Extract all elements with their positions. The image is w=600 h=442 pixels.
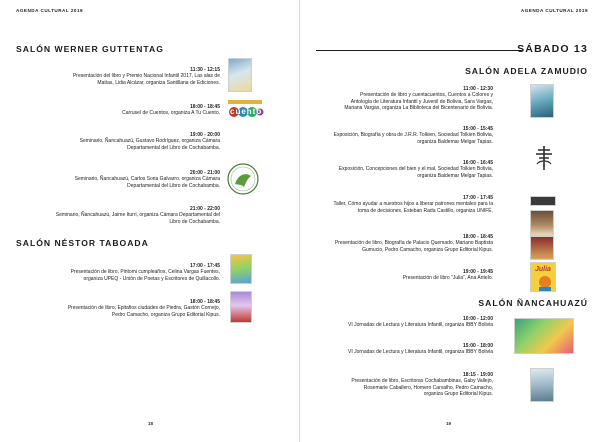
event-description: VI Jornadas de Lectura y Literatura Infantil, organiza IBBY Bolivia	[348, 349, 493, 356]
event-item	[15, 263, 220, 282]
event-description: Presentación de libro y cuentacuentos, Cuentos a Colores y	[360, 92, 493, 99]
event-description: Seminario, Ñancahuazú, Carlos Soria Galvarro, organiza Cámara	[74, 176, 220, 183]
event-item	[303, 86, 493, 111]
event-time: 19:00 - 19:45	[462, 269, 493, 275]
logo-wordmark: cuento	[230, 107, 263, 116]
event-time: 15:00 - 15:45	[462, 126, 493, 132]
event-description: Matías, Lidia Alcázar, organiza Santillana de Ediciones.	[97, 79, 220, 86]
event-time: 15:00 - 18:00	[462, 343, 493, 349]
event-time: 19:00 - 20:00	[189, 132, 220, 138]
event-description: Carrusel de Cuentos, organiza A Tu Cuento.	[122, 110, 220, 117]
event-description: Departamental del Libro de Cochabamba.	[127, 144, 220, 151]
event-item	[303, 372, 493, 397]
event-description: Presentación de libro, Epitafios ciudades de Piedra, Gastón Cornejo,	[67, 305, 220, 312]
event-item	[303, 316, 493, 329]
book-cover-image	[530, 210, 554, 236]
event-time: 11:30 - 12:15	[190, 67, 220, 73]
event-time: 18:00 - 18:45	[462, 234, 493, 240]
event-description: Presentación de libro, Escritoras Cochabambinas, Gaby Vallejo,	[351, 378, 493, 385]
event-item	[15, 170, 220, 189]
day-title: SÁBADO 13	[517, 43, 588, 55]
event-item	[303, 234, 493, 253]
event-description: organiza Baldemar Melgar Tapias.	[417, 138, 493, 145]
book-cover-image	[230, 254, 252, 284]
running-header-left: AGENDA CULTURAL 2019	[16, 8, 84, 13]
right-page	[300, 0, 600, 442]
camara-libro-seal	[226, 162, 260, 196]
running-header-right: AGENDA CULTURAL 2019	[520, 8, 588, 13]
event-description: Antología de Literatura Infantil y Juvenil de Bolivia, Sara Vargas,	[350, 98, 493, 105]
page-number: 19	[446, 421, 452, 426]
event-item	[15, 206, 220, 225]
book-cover-image	[228, 58, 252, 92]
day-divider-rule	[316, 50, 522, 51]
book-cover-image	[230, 291, 252, 323]
event-description: Exposición, Concepciones del bien y el mal, Sociedad Tolkien Bolivia,	[338, 166, 493, 173]
page-number: 18	[148, 421, 154, 426]
julia-cover-title: Julia	[535, 266, 551, 273]
event-description: toma de decisiones, Esteban Rada Castillo, organiza UNIFÉ.	[357, 207, 493, 214]
ibby-jornadas-poster	[514, 318, 574, 354]
section-title-nancahuazu: SALÓN ÑANCAHUAZÚ	[478, 298, 588, 308]
event-description: Presentación de libro, Biografía de Palacio Quemado, Mariano Baptista	[334, 240, 493, 247]
event-description: Rosemarie Caballero, Homero Carvalho, Pedro Camacho,	[363, 384, 493, 391]
event-item	[15, 132, 220, 151]
book-cover-image	[530, 236, 554, 260]
section-title-nestor-taboada: SALÓN NÉSTOR TABOADA	[16, 238, 149, 248]
a-tu-cuento-logo	[226, 98, 264, 122]
event-item	[303, 343, 493, 356]
event-time: 10:00 - 12:00	[462, 316, 493, 322]
event-description: Presentación de libro "Julia", Ana Antelo.	[402, 275, 493, 282]
event-time: 18:00 - 18:45	[189, 299, 220, 305]
event-item	[15, 67, 220, 86]
event-item	[303, 160, 493, 179]
book-cover-image	[530, 84, 554, 118]
event-time: 18:15 - 19:00	[462, 372, 493, 378]
event-item	[15, 104, 220, 117]
event-time: 21:00 - 22:00	[189, 206, 220, 212]
event-description: organiza Grupo Editorial Kipus.	[423, 390, 493, 397]
tolkien-society-emblem	[532, 144, 556, 172]
event-time: 18:00 - 18:45	[189, 104, 220, 110]
event-description: Presentación del libro y Premio Nacional Infantil 2017, Las alas de	[72, 73, 220, 80]
event-description: Libro de Cochabamba.	[169, 218, 220, 225]
unife-logo	[530, 196, 556, 206]
event-description: Seminario, Ñancahuazú, Jaime Iturri, organiza Cámara Departamental del	[55, 212, 220, 219]
event-time: 17:00 - 17:45	[462, 195, 493, 201]
event-description: Departamental del Libro de Cochabamba.	[127, 182, 220, 189]
event-time: 16:00 - 16:45	[462, 160, 493, 166]
event-description: Gumucio, Pedro Camacho, organiza Grupo Editorial Kipus.	[362, 246, 493, 253]
book-cover-image	[530, 368, 554, 402]
event-item	[303, 269, 493, 282]
event-description: organiza Baldemar Melgar Tapias.	[417, 172, 493, 179]
event-time: 11:00 - 12:30	[463, 86, 493, 92]
event-description: VI Jornadas de Lectura y Literatura Infantil, organiza IBBY Bolivia	[348, 322, 493, 329]
section-title-adela-zamudio: SALÓN ADELA ZAMUDIO	[465, 66, 588, 76]
event-time: 20:00 - 21:00	[189, 170, 220, 176]
event-description: organiza UPEQ - Unión de Poetas y Escritores de Quillacollo.	[83, 275, 220, 282]
event-item	[303, 195, 493, 214]
event-description: Pedro Camacho, organiza Grupo Editorial Kipus.	[111, 311, 220, 318]
event-time: 17:00 - 17:45	[189, 263, 220, 269]
event-description: Exposición, Biografía y obra de J.R.R. Tolkien, Sociedad Tolkien Bolivia,	[333, 132, 493, 139]
event-description: Taller, Cómo ayudar a nuestros hijos a liberar patrones mentales para la	[333, 201, 493, 208]
event-item	[15, 299, 220, 318]
event-description: Mariana Vargas, organiza La Biblioteca del Bicentenario de Bolivia.	[344, 104, 493, 111]
julia-book-cover	[530, 262, 556, 292]
event-item	[303, 126, 493, 145]
section-title-werner-guttentag: SALÓN WERNER GUTTENTAG	[16, 44, 164, 54]
event-description: Seminario, Ñancahuazú, Gustavo Rodríguez, organiza Cámara	[79, 138, 220, 145]
event-description: Presentación de libro, Pintomi cumpleaños, Celina Vargas Fuentes,	[70, 269, 220, 276]
